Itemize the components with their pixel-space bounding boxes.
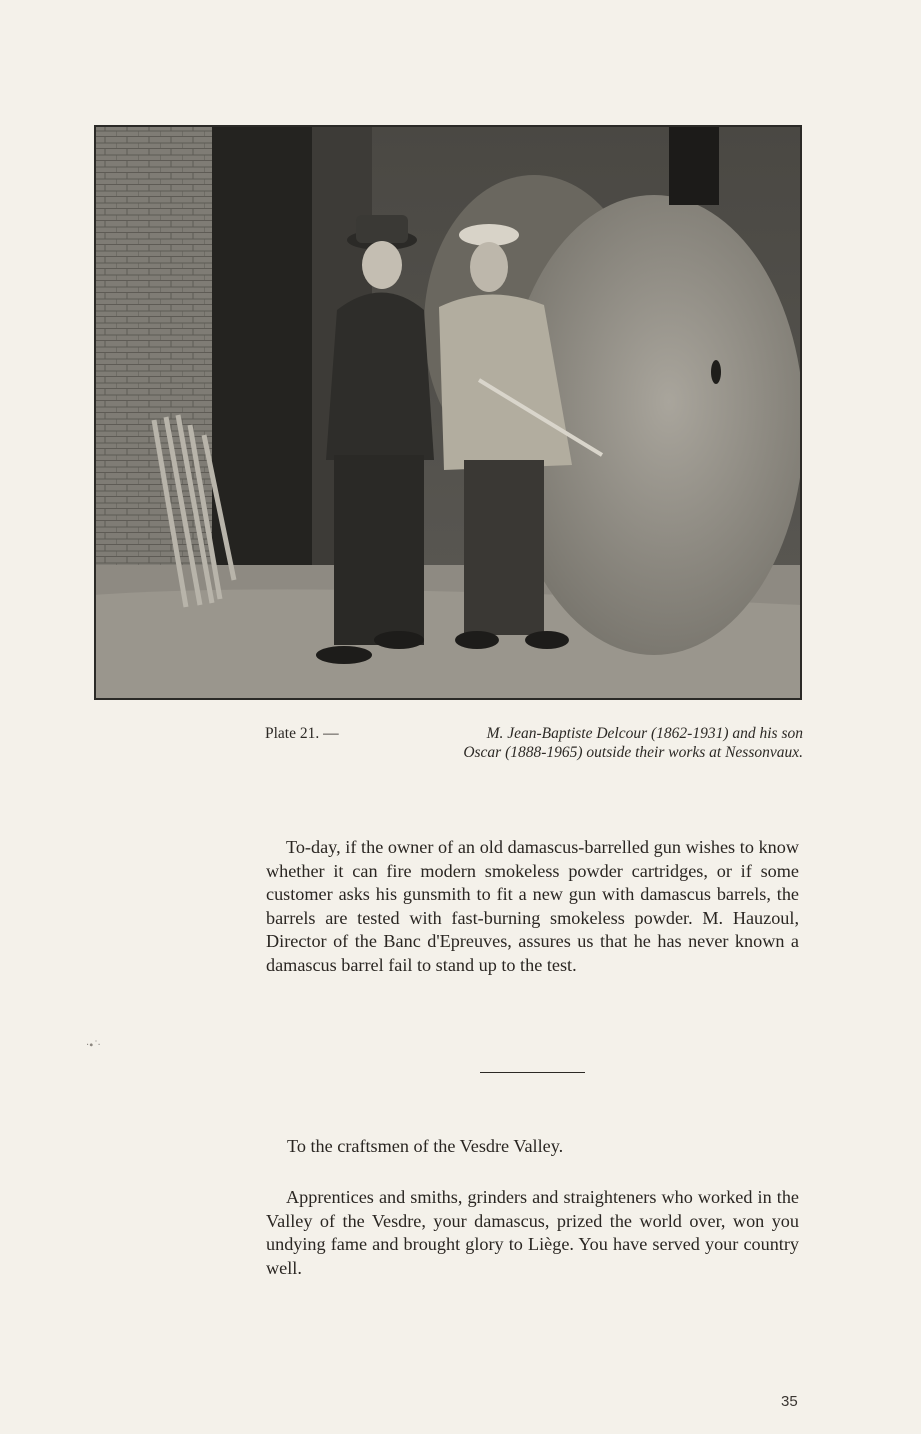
body-paragraph-proof-testing: To-day, if the owner of an old damascus-barrelled gun wishes to know whether it can fire modern smokeless powder cartridges, or if some customer asks his gunsmith to fit a new gun with damascus barrels, the barrels are tested with fast-burning smokeless powder. M. Hauzoul, Director of the Banc d'Epreuves, assures us that he has never known a damascus barrel fail to stand up to the test. <box>266 837 799 975</box>
caption-line-1: M. Jean-Baptiste Delcour (1862-1931) and his son <box>486 725 803 742</box>
historical-photograph <box>94 125 802 700</box>
print-speck: ·∙˙· <box>86 1040 100 1051</box>
doorway <box>212 125 312 595</box>
plate-caption <box>265 724 803 762</box>
brick-wall <box>94 125 212 625</box>
section-divider <box>480 1072 585 1073</box>
page-number: 35 <box>781 1393 798 1410</box>
photo-illustration <box>94 125 802 700</box>
body-paragraph-tribute: Apprentices and smiths, grinders and straighteners who worked in the Valley of the Vesdre, your damascus, prized the world over, won you undying fame and brought glory to Liège. You have served your country well. <box>266 1187 799 1278</box>
dedication-heading: To the craftsmen of the Vesdre Valley. <box>287 1136 564 1156</box>
caption-line-2: Oscar (1888-1965) outside their works at Nessonvaux. <box>463 744 803 761</box>
plate-number: Plate 21. — <box>265 725 339 742</box>
